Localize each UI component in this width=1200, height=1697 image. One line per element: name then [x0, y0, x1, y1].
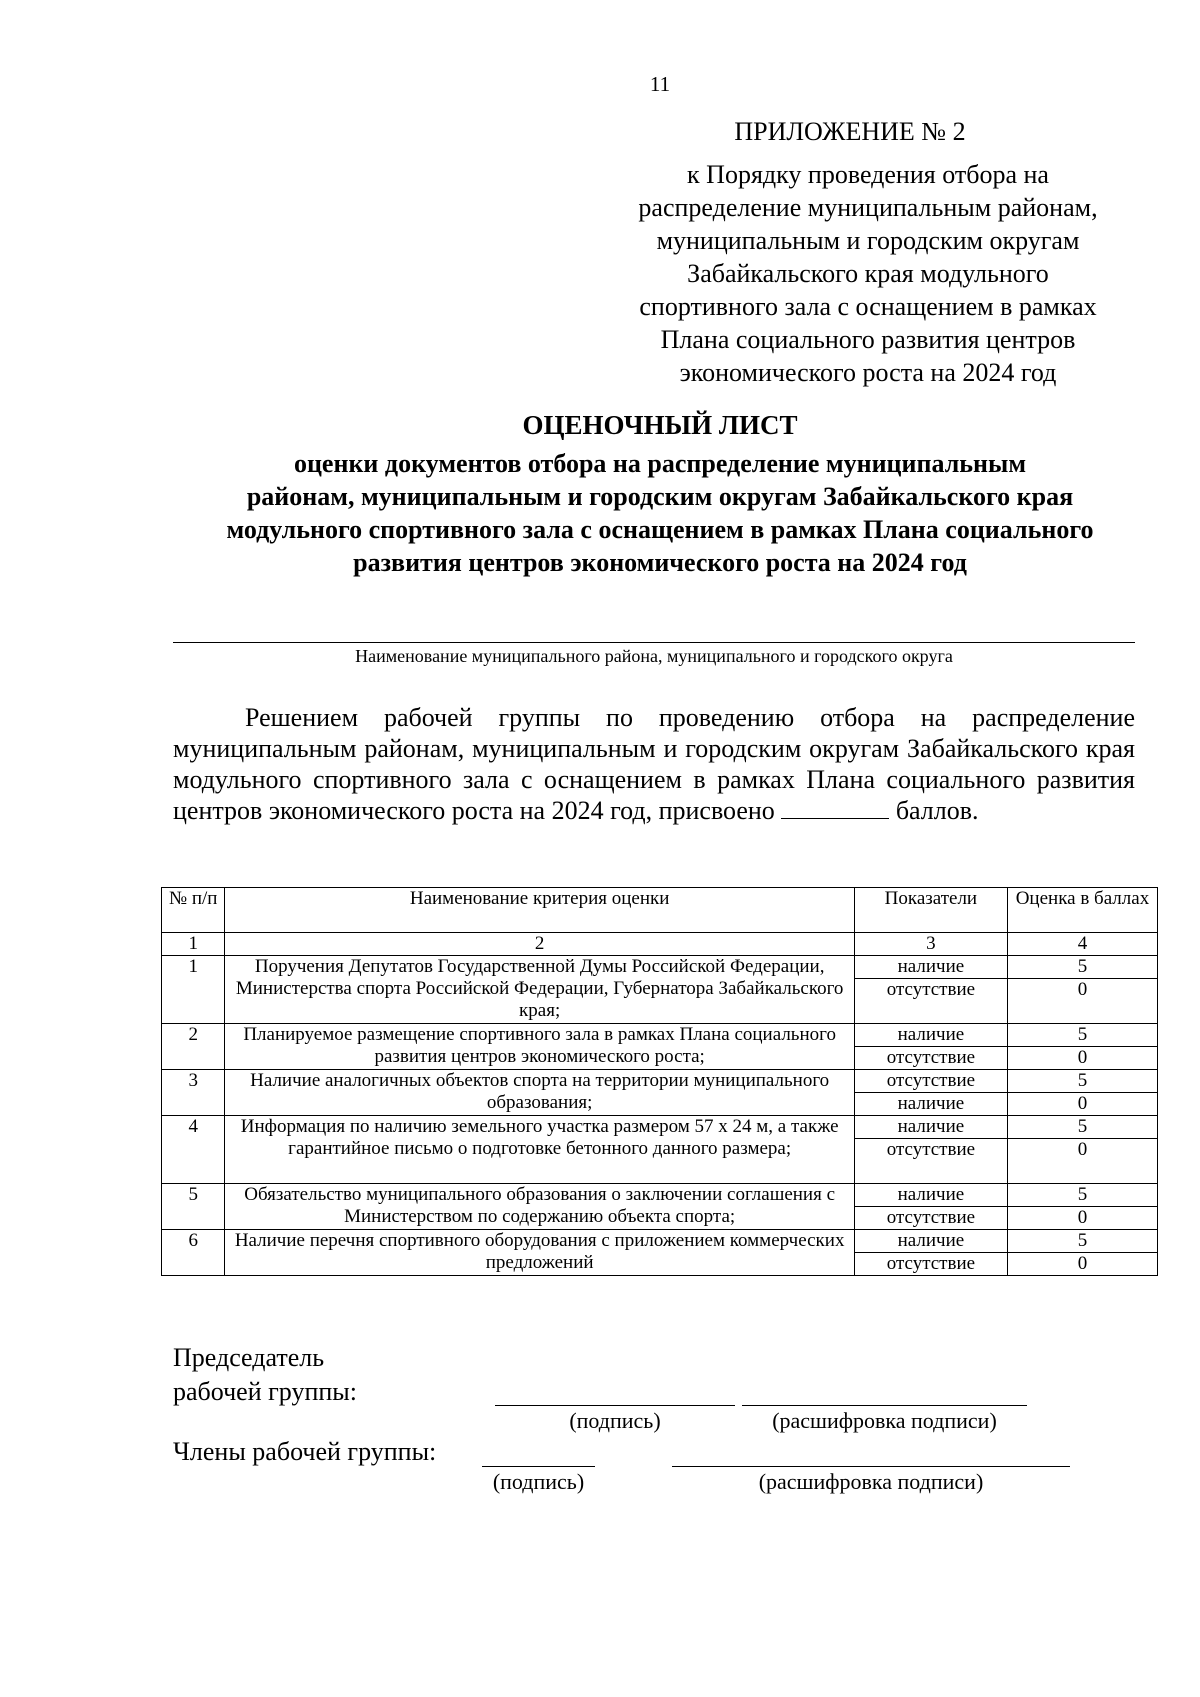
appendix-line: Плана социального развития центров — [660, 325, 1076, 354]
row-num: 4 — [162, 1116, 225, 1184]
members-decode-caption: (расшифровка подписи) — [758, 1469, 984, 1494]
index-cell: 1 — [162, 933, 225, 956]
row-criterion: Поручения Депутатов Государственной Думы Российской Федерации, Министерства спорта Российской Федерации, Губернатора Забайкальского края; — [225, 956, 854, 1024]
subtitle-line: оценки документов отбора на распределение муниципальным — [293, 449, 1027, 478]
row-indicator: наличие — [854, 1024, 1007, 1047]
members-label: Члены рабочей группы: — [173, 1437, 437, 1466]
chair-decode-caption: (расшифровка подписи) — [772, 1408, 997, 1433]
row-num: 6 — [162, 1230, 225, 1276]
row-num: 5 — [162, 1184, 225, 1230]
chair-signature-caption: (подпись) — [569, 1408, 661, 1433]
row-indicator: наличие — [854, 1093, 1007, 1116]
appendix-line: экономического роста на 2024 год — [679, 358, 1057, 387]
decision-text: Решением рабочей группы по проведению отбора на распределение муниципальным районам, муниципальным и городским округам Забайкальского края модульного спортивного зала с оснащением в рамках Плана социального развития центров экономического роста на 2024 год, присвоено — [173, 703, 1135, 825]
header-name: Наименование критерия оценки — [225, 888, 854, 933]
index-cell: 4 — [1007, 933, 1157, 956]
subtitle-line: модульного спортивного зала с оснащением в рамках Плана социального — [226, 515, 1094, 544]
row-indicator: наличие — [854, 1116, 1007, 1139]
chair-label-line2: рабочей группы: — [173, 1377, 357, 1406]
table-row — [162, 956, 1158, 979]
row-criterion: Планируемое размещение спортивного зала в рамках Плана социального развития центров экономического роста; — [225, 1024, 854, 1070]
appendix-line: распределение муниципальным районам, — [638, 193, 1098, 222]
appendix-line: к Порядку проведения отбора на — [687, 160, 1049, 189]
row-score: 5 — [1007, 956, 1157, 979]
row-score: 5 — [1007, 1070, 1157, 1093]
chair-signature-line — [495, 1405, 735, 1406]
row-indicator: наличие — [854, 1230, 1007, 1253]
row-criterion: Наличие аналогичных объектов спорта на территории муниципального образования; — [225, 1070, 854, 1116]
subtitle-line: развития центров экономического роста на 2024 год — [353, 548, 967, 577]
row-score: 0 — [1007, 1139, 1157, 1184]
table-row — [162, 1230, 1158, 1253]
municipality-name-line — [173, 642, 1135, 643]
appendix-line: муниципальным и городским округам — [656, 226, 1080, 255]
table-index-row — [162, 933, 1158, 956]
row-score: 5 — [1007, 1024, 1157, 1047]
table-row — [162, 1184, 1158, 1207]
municipality-name-caption: Наименование муниципального района, муниципального и городского округа — [355, 646, 953, 666]
members-signature-line — [482, 1466, 595, 1467]
row-score: 0 — [1007, 979, 1157, 1024]
decision-paragraph — [173, 702, 1135, 826]
row-score: 0 — [1007, 1253, 1157, 1276]
table-row — [162, 1116, 1158, 1139]
row-score: 5 — [1007, 1230, 1157, 1253]
row-num: 3 — [162, 1070, 225, 1116]
row-score: 0 — [1007, 1047, 1157, 1070]
row-indicator: отсутствие — [854, 1070, 1007, 1093]
header-indicators: Показатели — [854, 888, 1007, 933]
sheet-title: ОЦЕНОЧНЫЙ ЛИСТ — [522, 410, 798, 440]
appendix-line: Забайкальского края модульного — [687, 259, 1049, 288]
index-cell: 2 — [225, 933, 854, 956]
row-criterion: Наличие перечня спортивного оборудования с приложением коммерческих предложений — [225, 1230, 854, 1276]
page-number: 11 — [649, 72, 671, 96]
sheet-subtitle — [180, 447, 1140, 579]
criteria-table — [161, 887, 1158, 1276]
row-indicator: наличие — [854, 1184, 1007, 1207]
row-score: 5 — [1007, 1116, 1157, 1139]
row-score: 0 — [1007, 1093, 1157, 1116]
chair-decode-line — [742, 1405, 1027, 1406]
table-row — [162, 1070, 1158, 1093]
row-score: 0 — [1007, 1207, 1157, 1230]
row-criterion: Обязательство муниципального образования о заключении соглашения с Министерством по содержанию объекта спорта; — [225, 1184, 854, 1230]
index-cell: 3 — [854, 933, 1007, 956]
appendix-description — [608, 158, 1128, 389]
row-indicator: отсутствие — [854, 1207, 1007, 1230]
table-row — [162, 1024, 1158, 1047]
chair-label-line1: Председатель — [173, 1343, 325, 1372]
row-criterion: Информация по наличию земельного участка размером 57 х 24 м, а также гарантийное письмо о подготовке бетонного данного размера; — [225, 1116, 854, 1184]
header-num: № п/п — [162, 888, 225, 933]
row-indicator: наличие — [854, 956, 1007, 979]
row-num: 1 — [162, 956, 225, 1024]
score-blank-line — [781, 796, 889, 819]
row-indicator: отсутствие — [854, 979, 1007, 1024]
members-decode-line — [672, 1466, 1070, 1467]
decision-suffix: баллов. — [895, 796, 979, 825]
table-header-row — [162, 888, 1158, 933]
appendix-title: ПРИЛОЖЕНИЕ № 2 — [734, 117, 966, 146]
row-indicator: отсутствие — [854, 1139, 1007, 1184]
row-indicator: отсутствие — [854, 1047, 1007, 1070]
row-score: 5 — [1007, 1184, 1157, 1207]
header-score: Оценка в баллах — [1007, 888, 1157, 933]
appendix-line: спортивного зала с оснащением в рамках — [639, 292, 1097, 321]
row-num: 2 — [162, 1024, 225, 1070]
subtitle-line: районам, муниципальным и городским округам Забайкальского края — [246, 482, 1074, 511]
row-indicator: отсутствие — [854, 1253, 1007, 1276]
members-signature-caption: (подпись) — [492, 1469, 585, 1494]
